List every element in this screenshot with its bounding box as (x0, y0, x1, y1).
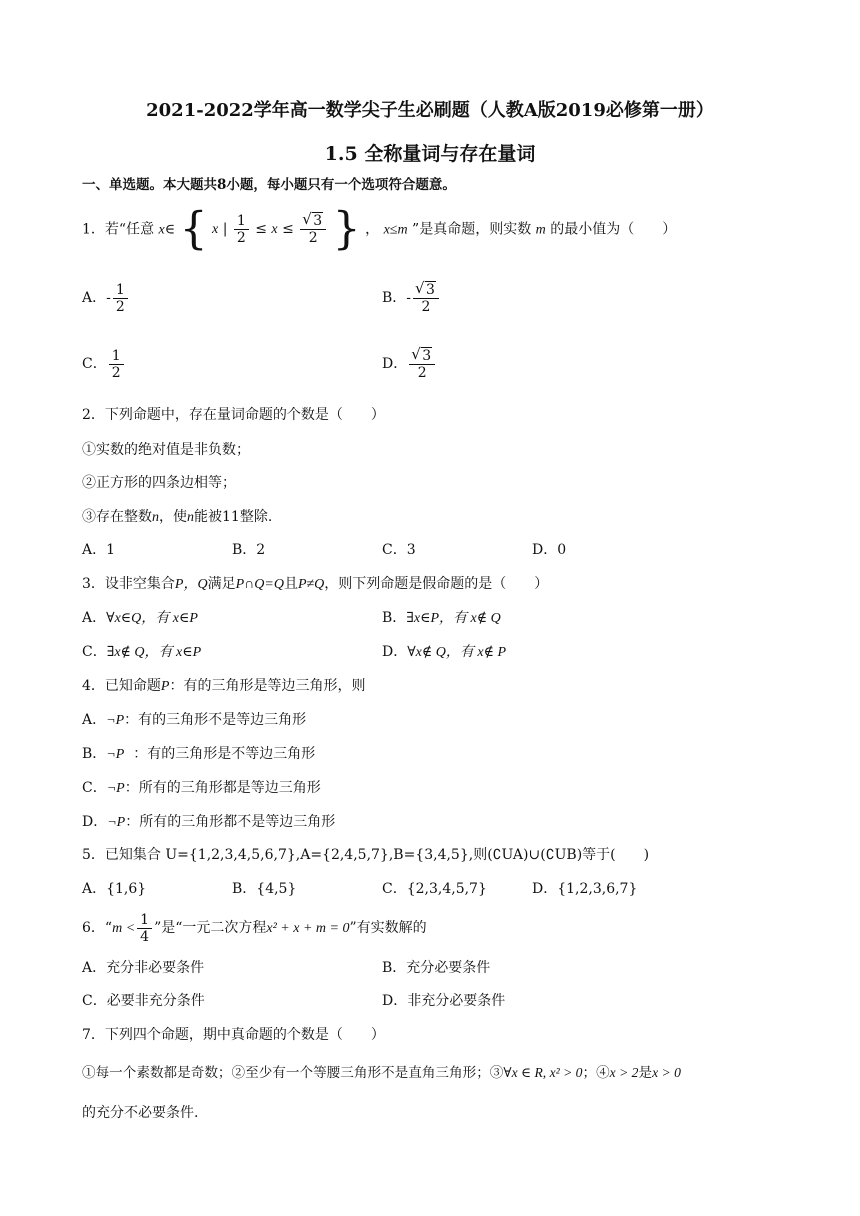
q4-option-d[interactable]: D．¬P：所有的三角形都不是等边三角形 (82, 814, 336, 830)
q2-option-a[interactable]: A．1 (82, 542, 116, 558)
q1-root-fraction (300, 213, 326, 246)
question-2-stem: 2．下列命题中，存在量词命题的个数是（ ） (82, 407, 385, 423)
left-brace: { (179, 203, 208, 255)
q4-option-a[interactable]: A．¬P：有的三角形不是等边三角形 (82, 712, 307, 728)
question-4-stem: 4．已知命题P：有的三角形是等边三角形，则 (82, 678, 366, 694)
q7-statements-cont: 的充分不必要条件. (82, 1105, 199, 1121)
q3-option-c[interactable]: C．∃x∉ Q，有 x∈P (82, 644, 202, 660)
option-fraction: √ $\frac{3}{2}$ (409, 348, 435, 381)
q1-half-num: 1 (234, 213, 249, 230)
q2-item-2: ②正方形的四条边相等； (82, 475, 236, 491)
q3-option-d[interactable]: D．∀x∉ Q，有 x∉ P (382, 644, 506, 660)
q1-option-a[interactable] (82, 278, 130, 318)
q1-option-b[interactable] (382, 278, 441, 318)
q6-option-c[interactable]: C．必要非充分条件 (82, 993, 205, 1009)
q2-option-d[interactable]: D．0 (532, 542, 567, 558)
q3-option-b[interactable]: B．∃x∈P，有 x∉ Q (382, 610, 501, 626)
q1-root-num: 3 (313, 212, 323, 229)
question-3-stem: 3．设非空集合P，Q满足P∩Q=Q且P≠Q，则下列命题是假命题的是（ ） (82, 576, 549, 592)
q1-option-d[interactable] (382, 344, 437, 384)
section-heading: 一、单选题。本大题共8小题，每小题只有一个选项符合题意。 (82, 177, 456, 193)
option-fraction: √ $\frac{3}{2}$ (413, 282, 439, 315)
question-7-stem: 7．下列四个命题，期中真命题的个数是（ ） (82, 1027, 385, 1043)
option-sign: - (106, 290, 111, 306)
q2-item-1: ①实数的绝对值是非负数； (82, 442, 250, 458)
option-label: D． (382, 356, 408, 372)
q1-leq1: ≤ (255, 221, 267, 237)
q1-cond: x≤m (383, 222, 408, 238)
q1-root-den: 2 (308, 229, 318, 246)
option-sign: - (406, 290, 412, 306)
q5-option-a[interactable]: A．{1,6} (82, 881, 147, 897)
q1-suffix2: 的最小值为（ ） (550, 221, 677, 238)
q1-after: ， (365, 221, 380, 238)
q3-option-a[interactable]: A．∀x∈Q，有 x∈P (82, 610, 198, 626)
question-6-stem: 6．“m < $\frac{1}{4}$ ”是“一元二次方程x² + x + m = 0”有实数解的 (82, 911, 427, 945)
q1-leq2: ≤ (282, 221, 294, 237)
question-5-stem: 5．已知集合 U={1,2,3,4,5,6,7},A={2,4,5,7},B={3,4,5},则(∁UA)∪(∁UB)等于( ) (82, 847, 650, 863)
q5-option-d[interactable]: D．{1,2,3,6,7} (532, 881, 638, 897)
option-label: A． (82, 290, 107, 306)
q1-option-c[interactable] (82, 344, 126, 384)
q2-option-c[interactable]: C．3 (382, 542, 416, 558)
sqrt-symbol (303, 213, 323, 229)
q1-set-mid: x (271, 222, 278, 237)
q1-set (212, 204, 328, 255)
q5-option-b[interactable]: B．{4,5} (232, 881, 297, 897)
q1-elem: x∈ (158, 222, 176, 238)
q2-item-3: ③存在整数n，使n能被11整除. (82, 509, 273, 525)
q4-option-b[interactable]: B．¬P ：有的三角形是不等边三角形 (82, 746, 316, 762)
section-subtitle: 1.5 全称量词与存在量词 (324, 143, 536, 165)
q1-var-m: m (535, 222, 546, 238)
q1-half-fraction (234, 213, 249, 246)
q6-option-b[interactable]: B．充分必要条件 (382, 960, 491, 976)
document-title: 2021-2022学年高一数学尖子生必刷题（人教A版2019必修第一册） (146, 100, 714, 121)
option-label: C． (82, 356, 107, 372)
option-fraction: $\frac{1}{2}$ (113, 282, 128, 315)
q4-option-c[interactable]: C．¬P：所有的三角形都是等边三角形 (82, 780, 321, 796)
q1-set-bar: | (222, 221, 228, 237)
option-label: B． (382, 290, 407, 306)
q1-set-x: x (212, 222, 219, 237)
q1-prefix: 1．若“任意 (82, 221, 155, 238)
q6-option-a[interactable]: A．充分非必要条件 (82, 960, 205, 976)
q7-statements: ①每一个素数都是奇数；②至少有一个等腰三角形不是直角三角形；③∀x ∈ R, x² > 0；④x > 2是x > 0 (82, 1065, 681, 1081)
option-fraction: $\frac{1}{2}$ (109, 348, 124, 381)
q6-fraction: $\frac{1}{4}$ (137, 912, 152, 945)
sqrt-symbol: √ 3 (412, 348, 432, 364)
q1-half-den: 2 (236, 229, 246, 246)
right-brace: } (332, 203, 361, 255)
q6-option-d[interactable]: D．非充分必要条件 (382, 993, 506, 1009)
sqrt-symbol: √ 3 (416, 282, 436, 298)
q2-option-b[interactable]: B．2 (232, 542, 266, 558)
q1-suffix1: ”是真命题，则实数 (412, 221, 532, 238)
question-1-stem (82, 204, 676, 256)
q5-option-c[interactable]: C．{2,3,4,5,7} (382, 881, 487, 897)
